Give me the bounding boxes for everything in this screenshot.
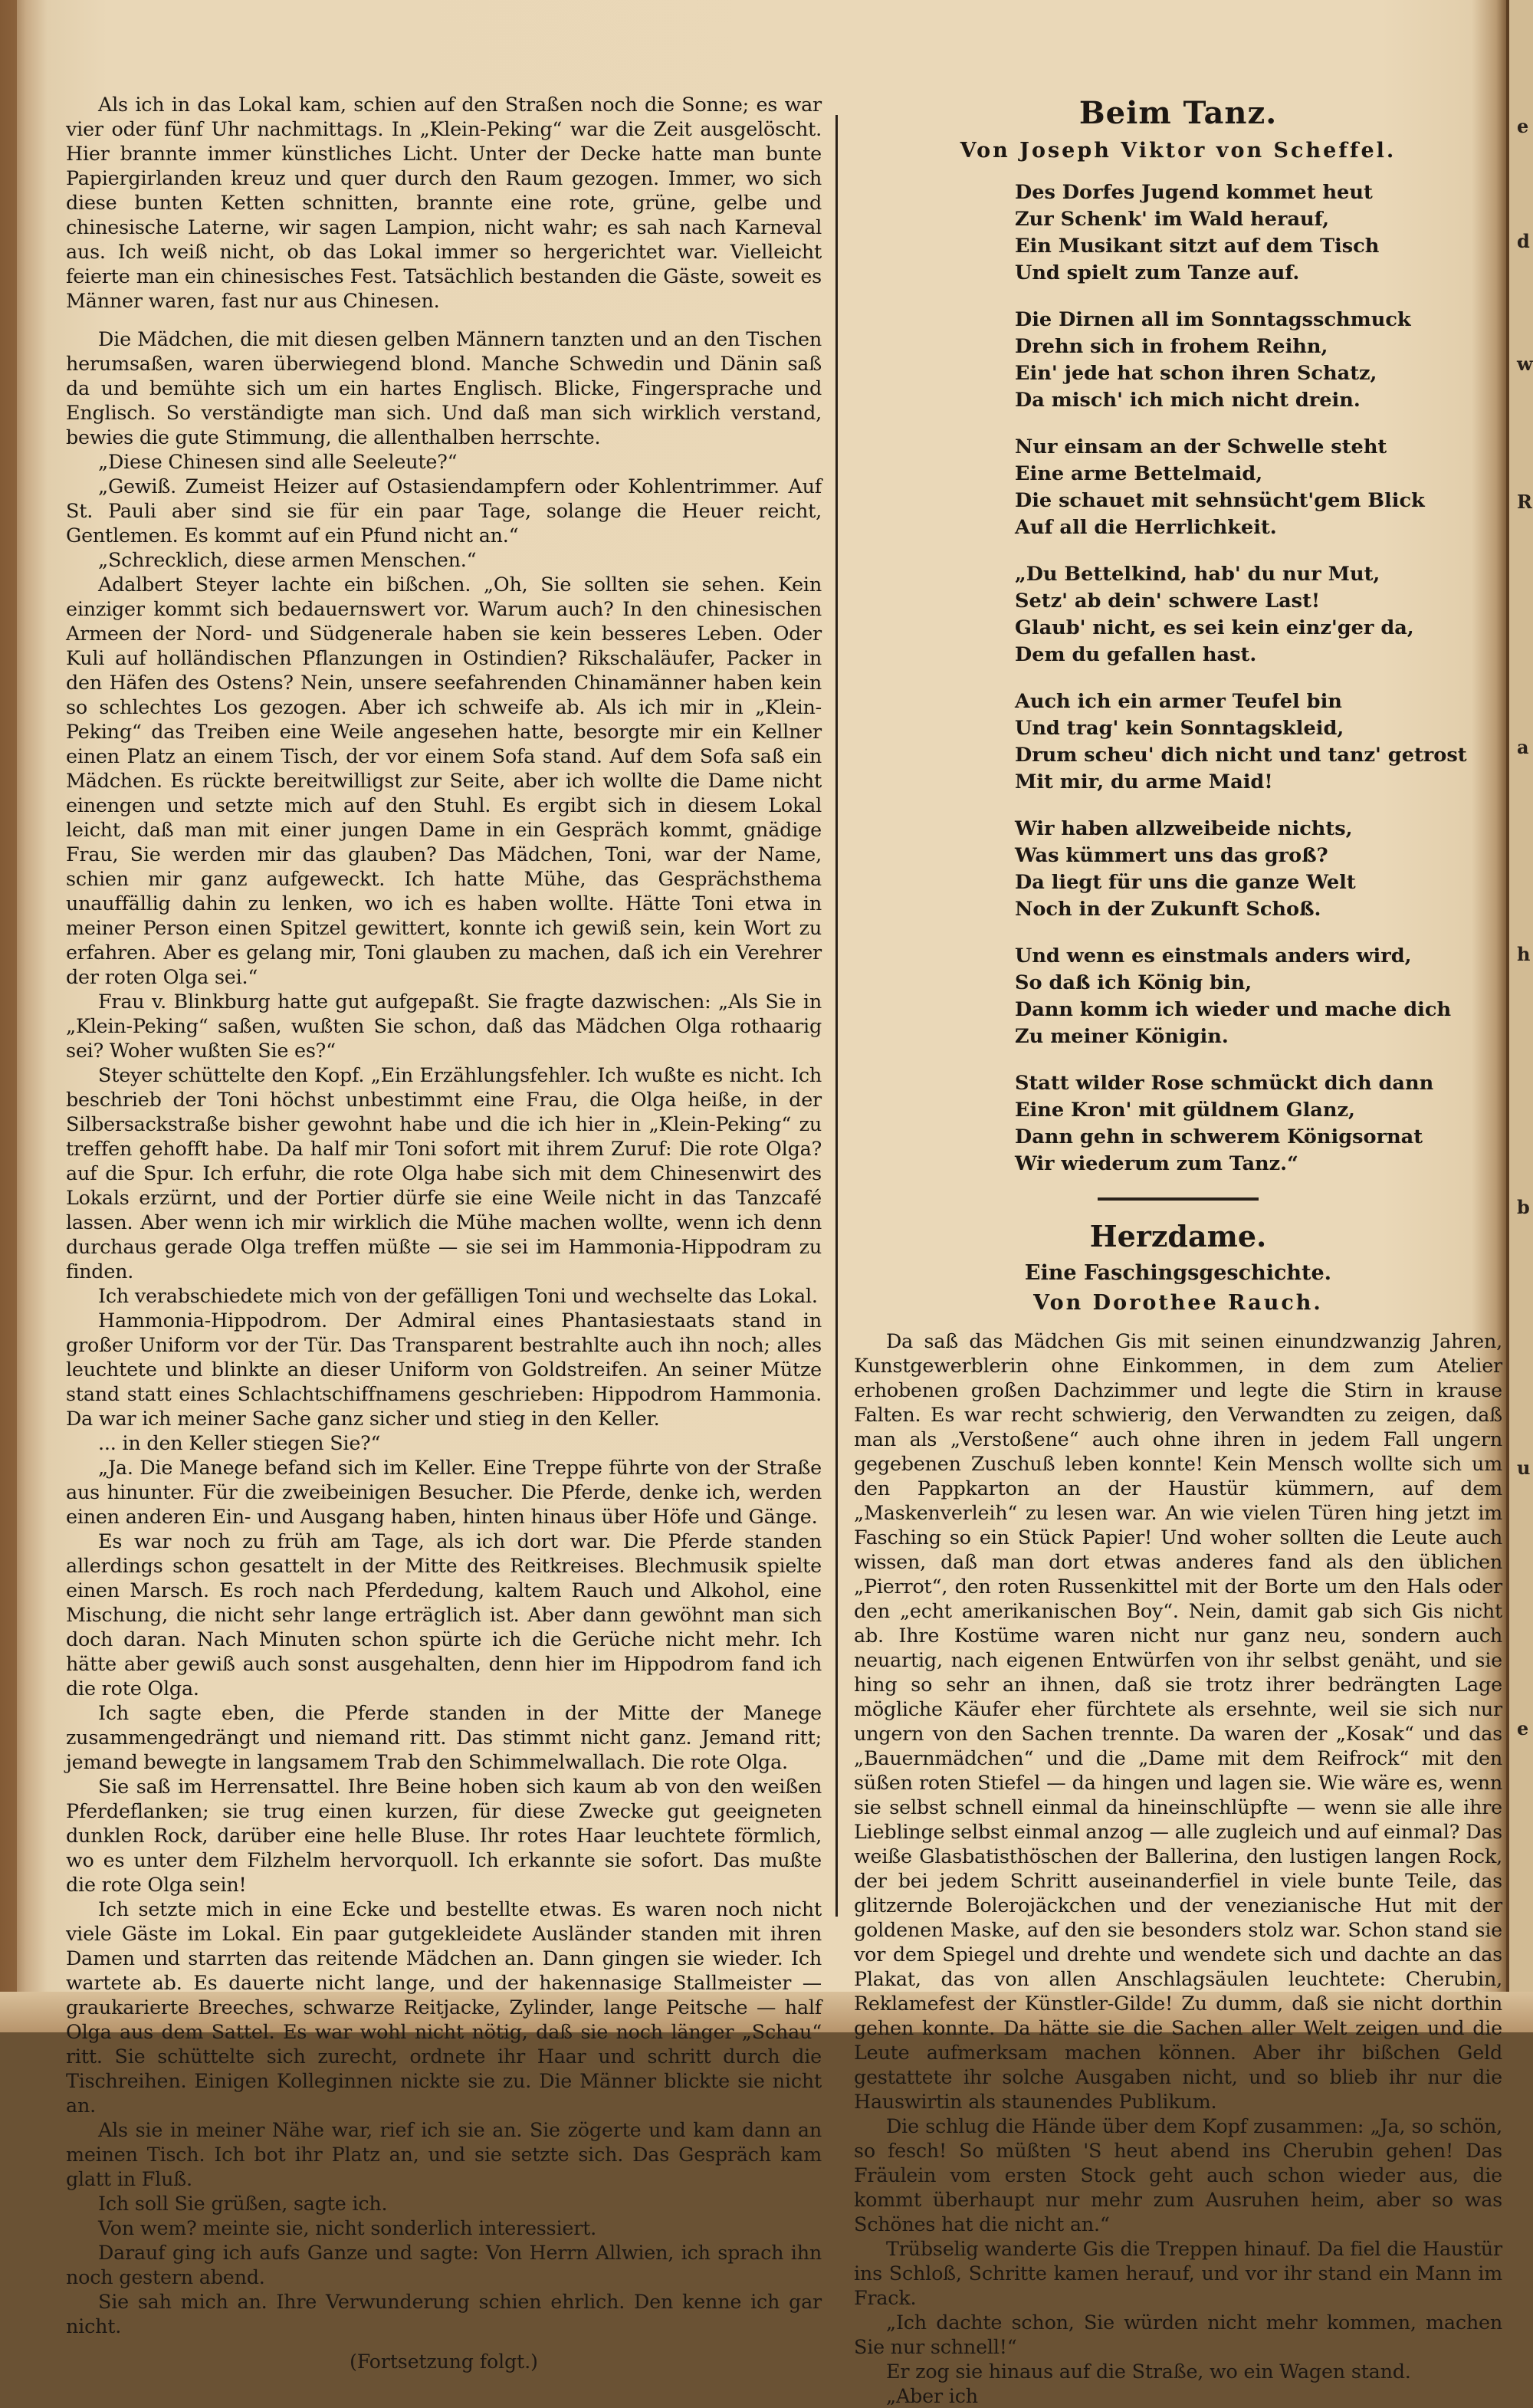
poem-stanza xyxy=(1015,561,1502,669)
poem-line: Zu meiner Königin. xyxy=(1015,1025,1229,1048)
story-paragraph: Von wem? meinte sie, nicht sonderlich interessiert. xyxy=(98,2216,597,2239)
story-paragraph: Ich setzte mich in eine Ecke und bestellte etwas. Es waren noch nicht viele Gäste im Lokal. Ein paar gutgekleidete Ausländer standen mit ihren Damen und starrten das reitende Mädchen an. Dann gingen sie wieder. Ich wartete ab. Es dauerte nicht lange, und der hakennasige Stallmeister — graukarierte Breeches, schwarze Reitjacke, Zylinder, lange Peitsche — half Olga aus dem Sattel. Es war wohl nicht nötig, daß sie noch länger „Schau“ ritt. Sie schüttelte sich zurecht, ordnete ihr Haar und schritt durch die Tischreihen. Einigen Kolleginnen nickte sie zu. Die Männer blickte sie nicht an. xyxy=(66,1897,822,2117)
story-author: Von Dorothee Rauch. xyxy=(1033,1291,1323,1315)
serial-story-column xyxy=(66,92,822,2373)
poem-line: So daß ich König bin, xyxy=(1015,971,1252,994)
story-paragraph: Als sie in meiner Nähe war, rief ich sie an. Sie zögerte und kam dann an meinen Tisch. Ich bot ihr Platz an, und sie setzte sich. Das Gespräch kam glatt in Fluß. xyxy=(66,2118,822,2190)
story-paragraph: „Ich dachte schon, Sie würden nicht mehr kommen, machen Sie nur schnell!“ xyxy=(854,2311,1502,2358)
poem-line: Auch ich ein armer Teufel bin xyxy=(1015,690,1342,713)
story-paragraph: Darauf ging ich aufs Ganze und sagte: Von Herrn Allwien, ich sprach ihn noch gestern abend. xyxy=(66,2241,822,2288)
poem-line: Ein' jede hat schon ihren Schatz, xyxy=(1015,362,1377,385)
poem-line: Eine arme Bettelmaid, xyxy=(1015,462,1263,485)
story-paragraph: Ich sagte eben, die Pferde standen in der Mitte der Manege zusammengedrängt und niemand ritt. Das stimmt nicht ganz. Jemand ritt; jemand bewegte in langsamem Trab den Schimmelwallach. Die rote Olga. xyxy=(66,1701,822,1773)
page-gutter-line xyxy=(1506,0,1509,2032)
story-paragraph: Hammonia-Hippodrom. Der Admiral eines Phantasiestaats stand in großer Uniform vor der Tür. Das Transparent bestrahlte auch ihn noch; alles leuchtete und blinkte an dieser Uniform von Goldstreifen. An seiner Mütze stand statt eines Schlachtschiffnamens geschrieben: Hippodrom Hammonia. Da war ich meiner Sache ganz sicher und stieg in den Keller. xyxy=(66,1309,822,1430)
section-rule xyxy=(1098,1197,1259,1201)
poem-line: Statt wilder Rose schmückt dich dann xyxy=(1015,1072,1434,1095)
poem-line: Da liegt für uns die ganze Welt xyxy=(1015,871,1356,894)
story-paragraph: „Aber ich xyxy=(886,2384,978,2407)
poem-line: Dem du gefallen hast. xyxy=(1015,643,1257,666)
edge-fragment: u xyxy=(1517,1457,1531,1479)
poem-stanza xyxy=(1015,434,1502,541)
story-paragraph: Als ich in das Lokal kam, schien auf den Straßen noch die Sonne; es war vier oder fünf Uhr nachmittags. In „Klein-Peking“ war die Zeit ausgelöscht. Hier brannte immer künstliches Licht. Unter der Decke hatte man bunte Papiergirlanden kreuz und quer durch den Raum gezogen. Immer, wo sich diese bunten Ketten schnitten, brannte eine rote, grüne, gelbe und chinesische Laterne, wir sagen Lampion, nicht wahr; es sah nach Karneval aus. Ich weiß nicht, ob das Lokal immer so hergerichtet war. Vielleicht feierte man ein chinesisches Fest. Tatsächlich bestanden die Gäste, soweit es Männer waren, fast nur aus Chinesen. xyxy=(66,93,822,312)
story-paragraph: „Diese Chinesen sind alle Seeleute?“ xyxy=(98,450,458,473)
story-paragraph: Er zog sie hinaus auf die Straße, wo ein Wagen stand. xyxy=(886,2360,1411,2383)
story-paragraph: „Ja. Die Manege befand sich im Keller. Eine Treppe führte von der Straße aus hinunter. Für die zweibeinigen Besucher. Die Pferde, denke ich, werden einen anderen Ein- und Ausgang haben, hinten hinaus über Höfe und Gänge. xyxy=(66,1456,822,1528)
edge-fragment: e xyxy=(1517,115,1529,137)
poem-line: Setz' ab dein' schwere Last! xyxy=(1015,590,1321,613)
poem-line: Drum scheu' dich nicht und tanz' getrost xyxy=(1015,744,1467,767)
poem-stanza xyxy=(1015,179,1502,287)
edge-fragment: h xyxy=(1517,943,1531,965)
poem-line: Des Dorfes Jugend kommet heut xyxy=(1015,181,1373,204)
right-column xyxy=(854,92,1502,2408)
story-paragraph: Ich soll Sie grüßen, sagte ich. xyxy=(98,2192,388,2215)
story-paragraph: ... in den Keller stiegen Sie?“ xyxy=(98,1431,381,1454)
poem-line: Ein Musikant sitzt auf dem Tisch xyxy=(1015,235,1380,258)
to-be-continued: (Fortsetzung folgt.) xyxy=(350,2351,538,2373)
poem-line: Eine Kron' mit güldnem Glanz, xyxy=(1015,1099,1355,1122)
poem-line: Glaub' nicht, es sei kein einz'ger da, xyxy=(1015,616,1414,639)
poem-line: Wir wiederum zum Tanz.“ xyxy=(1015,1152,1298,1175)
poem-line: Nur einsam an der Schwelle steht xyxy=(1015,435,1387,458)
story-paragraph: Steyer schüttelte den Kopf. „Ein Erzählungsfehler. Ich wußte es nicht. Ich beschrieb der Toni höchst unbestimmt eine Frau, die Olga heiße, in der Silbersackstraße bisher gewohnt habe und die ich hier in „Klein-Peking“ zu treffen gehofft habe. Da half mir Toni sofort mit ihrem Zuruf: Die rote Olga? auf die Spur. Ich erfuhr, die rote Olga habe sich mit dem Chinesenwirt des Lokals erzürnt, und der Portier dürfe sie eine Weile nicht in das Tanzcafé lassen. Aber wenn ich mir wirklich die Mühe machen wollte, wenn ich denn durchaus gerade Olga treffen müßte — sie sei im Hammonia-Hippodram zu finden. xyxy=(66,1063,822,1283)
poem-line: Und trag' kein Sonntagskleid, xyxy=(1015,717,1344,740)
story-paragraph: Adalbert Steyer lachte ein bißchen. „Oh, Sie sollten sie sehen. Kein einziger kommt sich bedauernswert vor. Warum auch? In den chinesischen Armeen der Nord- und Südgenerale haben sie kein besseres Leben. Oder Kuli auf holländischen Pflanzungen in Ostindien? Rikschaläufer, Packer in den Häfen des Ostens? Nein, unsere seefahrenden Chinamänner haben kein so schlechtes Los gezogen. Aber ich schweife ab. Als ich mir in „Klein-Peking“ das Treiben eine Weile angesehen hatte, besorgte mir ein Kellner einen Platz an einem Tisch, der vor einem Sofa stand. Auf dem Sofa saß ein Mädchen. Es rückte bereitwilligst zur Seite, aber ich wollte die Dame nicht einengen und setzte mich auf den Stuhl. Es ergibt sich in diesem Lokal leicht, daß man mit einer jungen Dame in ein Gespräch kommt, gnädige Frau, Sie werden mir das glauben? Das Mädchen, Toni, war der Name, schien mir ganz aufgeweckt. Ich hatte Mühe, das Gesprächsthema unauffällig dahin zu lenken, wo ich es haben wollte. Hätte Toni etwa in meiner Person einen Spitzel gewittert, konnte ich gewiß sein, kein Wort zu erfahren. Aber es gelang mir, Toni glauben zu machen, daß ich ein Verehrer der roten Olga sei.“ xyxy=(66,573,822,988)
poem-stanza xyxy=(1015,816,1502,923)
poem-line: Noch in der Zukunft Schoß. xyxy=(1015,898,1321,921)
edge-fragment: R xyxy=(1517,491,1532,513)
edge-fragment: b xyxy=(1517,1196,1530,1218)
poem-stanza xyxy=(1015,1070,1502,1178)
story-paragraph: „Gewiß. Zumeist Heizer auf Ostasiendampfern oder Kohlentrimmer. Auf St. Pauli aber sind sie für ein paar Tage, solange die Heuer reicht, Gentlemen. Es kommt auf ein Pfund nicht an.“ xyxy=(66,475,822,547)
story-subtitle: Eine Faschingsgeschichte. xyxy=(1024,1261,1332,1285)
poem-line: Mit mir, du arme Maid! xyxy=(1015,770,1273,793)
story-paragraph: Frau v. Blinkburg hatte gut aufgepaßt. Sie fragte dazwischen: „Als Sie in „Klein-Peking“ saßen, wußten Sie schon, daß das Mädchen Olga rothaarig sei? Woher wußten Sie es?“ xyxy=(66,990,822,1062)
edge-fragment: a xyxy=(1517,736,1529,758)
poem-line: Drehn sich in frohem Reihn, xyxy=(1015,335,1328,358)
poem-line: „Du Bettelkind, hab' du nur Mut, xyxy=(1015,563,1380,586)
poem-body xyxy=(1015,179,1502,1178)
story-title: Herzdame. xyxy=(1089,1219,1267,1253)
poem-line: Zur Schenk' im Wald herauf, xyxy=(1015,208,1329,231)
poem-line: Und wenn es einstmals anders wird, xyxy=(1015,944,1412,967)
poem-line: Da misch' ich mich nicht drein. xyxy=(1015,389,1361,412)
story-paragraph: Da saß das Mädchen Gis mit seinen einundzwanzig Jahren, Kunstgewerblerin ohne Einkommen, in dem zum Atelier erhobenen großen Dachzimmer und legte die Stirn in krause Falten. Es war recht schwierig, den Verwandten zu zeigen, daß man als „Verstoßene“ auch ohne ihren in jedem Fall ungern gegebenen Zuschuß leben konnte! Kein Mensch wollte sich um den Pappkarton an der Haustür kümmern, auf dem „Maskenverleih“ zu lesen war. An wie vielen Türen hing jetzt im Fasching so ein Stück Papier! Und woher sollten die Leute auch wissen, daß man dort etwas anderes fand als den üblichen „Pierrot“, den roten Russenkittel mit der Borte um den Hals oder den „echt amerikanischen Boy“. Nein, damit gab sich Gis nicht ab. Ihre Kostüme waren nicht nur ganz neu, sondern auch neuartig, nach eigenen Entwürfen von ihr selbst genäht, und sie hing so sehr an ihnen, daß sie trotz ihrer bedrängten Lage mögliche Käufer eher fürchtete als ersehnte, weil sie sich nur ungern von den Sachen trennte. Da waren der „Kosak“ und das „Bauernmädchen“ und die „Dame mit dem Reifrock“ mit den süßen roten Stiefel — da hingen und lagen sie. Wie wäre es, wenn sie selbst schnell einmal da hineinschlüpfte — wenn sie alle ihre Lieblinge selbst einmal anzog — alle zugleich und auf einmal? Das weiße Glasbatisthöschen der Ballerina, den lustigen langen Rock, der bei jedem Schritt auseinanderfiel in viele bunte Teile, das glitzernde Bolerojäckchen und der venezianische Hut mit der goldenen Maske, auf den sie besonders stolz war. Schon stand sie vor dem Spiegel und drehte und wendete sich und dachte an das Plakat, das von allen Anschlagsäulen leuchtete: Cherubin, Reklamefest der Künstler-Gilde! Zu dumm, daß sie nicht dorthin gehen konnte. Da hätte sie die Sachen aller Welt zeigen und die Leute aufmerksam machen können. Aber ihr bißchen Geld gestattete ihr solche Ausgaben nicht, und so blieb ihr nur die Hauswirtin als staunendes Publikum. xyxy=(854,1329,1502,2113)
story-paragraph: Ich verabschiedete mich von der gefälligen Toni und wechselte das Lokal. xyxy=(98,1284,818,1307)
edge-fragment: e xyxy=(1517,1717,1529,1739)
poem-line: Dann gehn in schwerem Königsornat xyxy=(1015,1125,1423,1148)
poem-line: Die schauet mit sehnsücht'gem Blick xyxy=(1015,489,1425,512)
story-paragraph: Es war noch zu früh am Tage, als ich dort war. Die Pferde standen allerdings schon gesattelt in der Mitte des Reitkreises. Blechmusik spielte einen Marsch. Es roch nach Pferdedung, kaltem Rauch und Alkohol, eine Mischung, die nicht sehr lange erträglich ist. Aber dann gewöhnt man sich doch daran. Nach Minuten schon spürte ich die Gerüche nicht mehr. Ich hätte aber gewiß auch sonst ausgehalten, denn hier im Hippodrom fand ich die rote Olga. xyxy=(66,1529,822,1700)
edge-fragment: w xyxy=(1517,353,1533,375)
poem-author: Von Joseph Viktor von Scheffel. xyxy=(960,139,1397,163)
poem-stanza xyxy=(1015,943,1502,1050)
poem-line: Dann komm ich wieder und mache dich xyxy=(1015,998,1452,1021)
poem-stanza xyxy=(1015,307,1502,414)
poem-line: Die Dirnen all im Sonntagsschmuck xyxy=(1015,308,1411,331)
story-paragraph: Die Mädchen, die mit diesen gelben Männern tanzten und an den Tischen herumsaßen, waren überwiegend blond. Manche Schwedin und Dänin saß da und bemühte sich um ein hartes Englisch. Blicke, Fingersprache und Englisch. So verständigte man sich. Und daß man sich wirklich verstand, bewies die gute Stimmung, die allenthalben herrschte. xyxy=(66,327,822,448)
adjacent-page-edge xyxy=(1506,0,1533,2032)
poem-line: Und spielt zum Tanze auf. xyxy=(1015,261,1300,284)
story-paragraph: Sie sah mich an. Ihre Verwunderung schien ehrlich. Den kenne ich gar nicht. xyxy=(66,2290,822,2337)
poem-title: Beim Tanz. xyxy=(1078,95,1278,131)
column-divider xyxy=(835,115,838,1917)
story-paragraph: „Schrecklich, diese armen Menschen.“ xyxy=(98,548,477,571)
poem-line: Auf all die Herrlichkeit. xyxy=(1015,516,1277,539)
poem-line: Wir haben allzweibeide nichts, xyxy=(1015,817,1353,840)
story-paragraph: Sie saß im Herrensattel. Ihre Beine hoben sich kaum ab von den weißen Pferdeflanken; sie trug einen kurzen, für diese Zwecke gut geeigneten dunklen Rock, darüber eine helle Bluse. Ihr rotes Haar leuchtete förmlich, wo es unter dem Filzhelm hervorquoll. Ich erkannte sie sofort. Das mußte die rote Olga sein! xyxy=(66,1775,822,1896)
story-paragraph: Die schlug die Hände über dem Kopf zusammen: „Ja, so schön, so fesch! So müßten 'S heut abend ins Cherubin gehen! Das Fräulein vom ersten Stock geht auch schon wieder aus, die kommt überhaupt nur mehr zum Ausruhen heim, aber so was Schönes hat die nicht an.“ xyxy=(854,2114,1502,2236)
poem-stanza xyxy=(1015,688,1502,796)
binding-edge xyxy=(0,0,17,2032)
poem-line: Was kümmert uns das groß? xyxy=(1015,844,1328,867)
edge-fragment: d xyxy=(1517,230,1530,252)
story-paragraph: Trübselig wanderte Gis die Treppen hinauf. Da fiel die Haustür ins Schloß, Schritte kamen herauf, und vor ihr stand ein Mann im Frack. xyxy=(854,2237,1502,2309)
